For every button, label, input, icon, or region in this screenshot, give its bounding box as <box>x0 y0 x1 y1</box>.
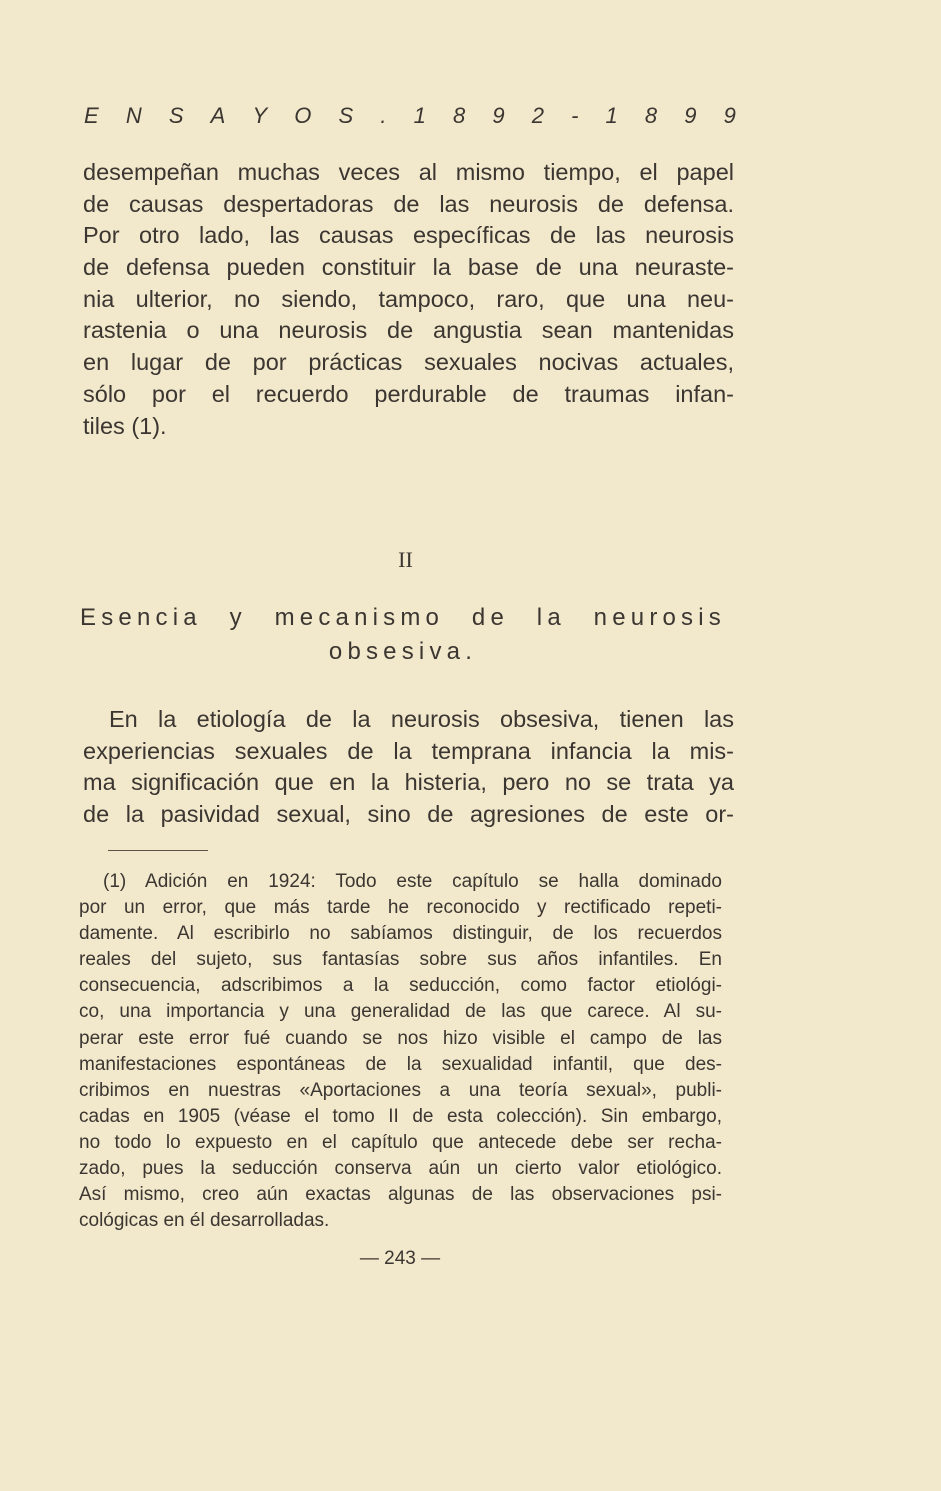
text-line: nia ulterior, no siendo, tampoco, raro, que una neu- <box>83 285 734 312</box>
text-line: En la etiología de la neurosis obsesiva, tienen las <box>109 706 734 732</box>
running-head-char: 9 <box>684 103 697 128</box>
text-line: experiencias sexuales de la temprana infancia la mis- <box>83 737 734 764</box>
text-line: sólo por el recuerdo perdurable de traumas infan- <box>83 380 734 407</box>
running-head-char: 9 <box>492 103 505 128</box>
text-line: ma significación que en la histeria, pero no se trata ya <box>83 769 734 796</box>
text-line: en lugar de por prácticas sexuales nocivas actuales, <box>83 349 734 376</box>
footnote-line: zado, pues la seducción conserva aún un cierto valor etiológico. <box>79 1158 722 1180</box>
section-number: II <box>398 547 413 572</box>
text-line: tiles (1). <box>83 412 167 439</box>
running-head-char: S <box>168 103 184 128</box>
footnote-line: cribimos en nuestras «Aportaciones a una teoría sexual», publi- <box>79 1079 722 1101</box>
running-head-char: Y <box>252 103 268 128</box>
text-line: de causas despertadoras de las neurosis de defensa. <box>83 190 734 217</box>
footnote-line: por un error, que más tarde he reconocido y rectificado repeti- <box>79 897 722 919</box>
footnote-line: manifestaciones espontáneas de la sexualidad infantil, que des- <box>79 1053 722 1075</box>
text-line: rastenia o una neurosis de angustia sean mantenidas <box>83 317 734 344</box>
footnote-line: damente. Al escribirlo no sabíamos distinguir, de los recuerdos <box>79 923 722 945</box>
running-head-char: N <box>125 103 142 128</box>
section-title-line-2: obsesiva. <box>328 638 478 665</box>
running-head-char: 8 <box>644 103 658 128</box>
running-head-char: - <box>571 103 579 128</box>
footnote-line: perar este error fué cuando se nos hizo visible el campo de las <box>79 1027 722 1049</box>
paragraph-1 <box>83 157 734 442</box>
running-head-char: 9 <box>723 103 736 128</box>
text-line: desempeñan muchas veces al mismo tiempo, el papel <box>83 159 734 185</box>
section-title <box>80 604 726 666</box>
running-head-char: E <box>84 103 99 128</box>
paragraph-2 <box>83 704 734 831</box>
text-line: de defensa pueden constituir la base de una neuraste- <box>83 254 734 281</box>
running-head-char: 1 <box>605 103 618 128</box>
running-head-char: 8 <box>452 103 466 128</box>
footnote-line: co, una importancia y una generalidad de las que carece. Al su- <box>79 1001 722 1023</box>
running-head-char: . <box>380 103 387 128</box>
footnote <box>79 869 722 1234</box>
text-line: de la pasividad sexual, sino de agresiones de este or- <box>83 801 734 828</box>
footnote-line: cadas en 1905 (véase el tomo II de esta colección). Sin embargo, <box>79 1105 722 1127</box>
footnote-line: reales del sujeto, sus fantasías sobre sus años infantiles. En <box>79 949 722 971</box>
running-head-char: 2 <box>531 103 544 128</box>
running-head-char: S <box>338 103 354 128</box>
running-head-char: O <box>294 103 312 128</box>
footnote-rule <box>108 850 208 851</box>
footnote-line: cológicas en él desarrolladas. <box>79 1210 330 1232</box>
footnote-line: consecuencia, adscribimos a la seducción, como factor etiológi- <box>79 975 722 997</box>
running-head-char: A <box>210 103 226 128</box>
section-title-line-1: Esencia y mecanismo de la neurosis <box>80 604 726 631</box>
running-head <box>84 103 736 129</box>
footnote-line: (1) Adición en 1924: Todo este capítulo se halla dominado <box>103 871 722 892</box>
footnote-line: no todo lo expuesto en el capítulo que antecede debe ser recha- <box>79 1131 722 1153</box>
text-line: Por otro lado, las causas específicas de las neurosis <box>83 222 734 249</box>
page-number: — 243 — <box>359 1248 441 1269</box>
running-head-char: 1 <box>413 103 426 128</box>
footnote-line: Así mismo, creo aún exactas algunas de las observaciones psi- <box>79 1184 722 1206</box>
